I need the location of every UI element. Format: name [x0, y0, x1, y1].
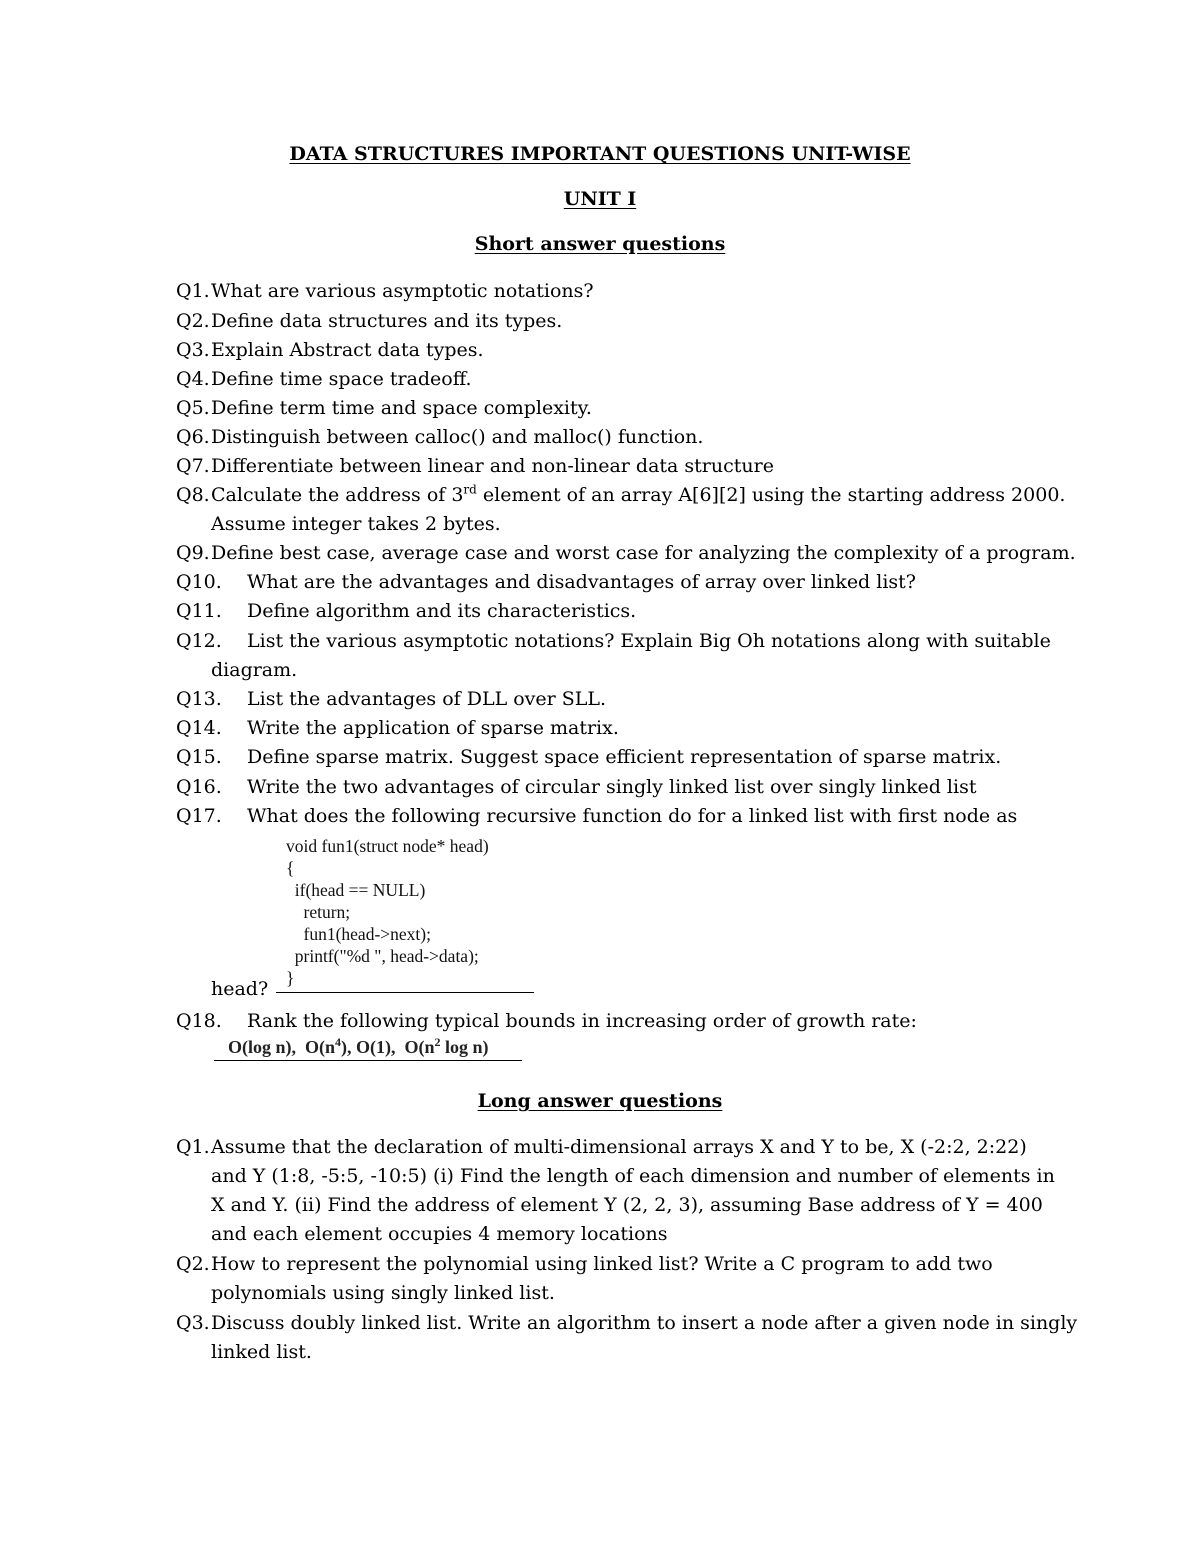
question-text: What does the following recursive function do for a linked list with first node as [247, 805, 1018, 827]
question-number: Q5. [176, 397, 210, 419]
question-text: Define algorithm and its characteristics. [247, 600, 637, 622]
question-number: Q13. [176, 688, 222, 710]
question-text: diagram. [211, 659, 298, 681]
question-number: Q15. [176, 746, 222, 768]
question-text: Define time space tradeoff. [211, 368, 472, 390]
question-text: List the various asymptotic notations? Explain Big Oh notations along with suitable [247, 630, 1051, 652]
question-text: polynomials using singly linked list. [211, 1282, 555, 1304]
question-text: Discuss doubly linked list. Write an algorithm to insert a node after a given node in singly [211, 1312, 1078, 1334]
question-number: Q9. [176, 542, 210, 564]
question-number: Q14. [176, 717, 222, 739]
question-number: Q3. [176, 339, 210, 361]
question-text: Explain Abstract data types. [211, 339, 484, 361]
question-text: Write the application of sparse matrix. [247, 717, 619, 739]
code-line: fun1(head->next); [286, 924, 431, 944]
unit-heading: UNIT I [563, 188, 637, 210]
question-number: Q1. [176, 280, 210, 302]
bound-item: O(n [404, 1037, 435, 1057]
short-answer-heading: Short answer questions [474, 233, 726, 255]
question-text: and each element occupies 4 memory locations [211, 1223, 668, 1245]
growth-bounds [228, 1037, 489, 1058]
bound-item: ), O(1), [341, 1037, 396, 1057]
question-text: How to represent the polynomial using linked list? Write a C program to add two [211, 1253, 993, 1275]
question-text: Define sparse matrix. Suggest space efficient representation of sparse matrix. [247, 746, 1002, 768]
question-text: What are various asymptotic notations? [211, 280, 594, 302]
code-line: if(head == NULL) [286, 880, 426, 900]
bound-item: O(n [305, 1037, 336, 1057]
question-number: Q12. [176, 630, 222, 652]
question-number: Q2. [176, 310, 210, 332]
question-text-part: Calculate the address of 3 [211, 484, 464, 506]
question-text: Define best case, average case and worst case for analyzing the complexity of a program. [211, 542, 1076, 564]
ordinal-suffix: rd [463, 482, 477, 497]
question-number: Q4. [176, 368, 210, 390]
question-text: Distinguish between calloc() and malloc() function. [211, 426, 704, 448]
question-text: Rank the following typical bounds in increasing order of growth rate: [247, 1010, 917, 1032]
question-number: Q17. [176, 805, 222, 827]
document-title: DATA STRUCTURES IMPORTANT QUESTIONS UNIT-WISE [289, 143, 911, 165]
question-text: linked list. [211, 1341, 312, 1363]
long-answer-heading: Long answer questions [477, 1090, 723, 1112]
bound-item: O(log n), [228, 1037, 297, 1057]
question-text: Define data structures and its types. [211, 310, 563, 332]
code-line: printf("%d ", head->data); [286, 946, 479, 966]
question-number: Q2. [176, 1253, 210, 1275]
question-number: Q11. [176, 600, 222, 622]
question-number: Q18. [176, 1010, 222, 1032]
question-number: Q8. [176, 484, 210, 506]
question-number: Q7. [176, 455, 210, 477]
question-text [211, 483, 1065, 507]
question-text: and Y (1:8, -5:5, -10:5) (i) Find the length of each dimension and number of elements in [211, 1165, 1055, 1187]
bound-exponent: 4 [335, 1035, 342, 1049]
question-text: Differentiate between linear and non-linear data structure [211, 455, 774, 477]
bound-exponent: 2 [434, 1035, 441, 1049]
question-text: head? [211, 978, 269, 1000]
question-text: Assume that the declaration of multi-dimensional arrays X and Y to be, X (-2:2, 2:22) [211, 1136, 1027, 1158]
code-line: void fun1(struct node* head) [286, 836, 489, 856]
code-snippet [286, 835, 489, 989]
bound-item: log n) [440, 1037, 489, 1057]
question-text-part: element of an array A[6][2] using the starting address 2000. [482, 484, 1066, 506]
question-text: What are the advantages and disadvantages of array over linked list? [247, 571, 916, 593]
question-number: Q16. [176, 776, 222, 798]
divider [276, 992, 534, 993]
question-text: Write the two advantages of circular singly linked list over singly linked list [247, 776, 977, 798]
code-line: } [286, 968, 295, 988]
code-line: return; [286, 902, 351, 922]
question-number: Q1. [176, 1136, 210, 1158]
question-text: Assume integer takes 2 bytes. [211, 513, 501, 535]
question-number: Q3. [176, 1312, 210, 1334]
code-line: { [286, 858, 295, 878]
question-number: Q10. [176, 571, 222, 593]
divider [214, 1060, 522, 1061]
question-text: List the advantages of DLL over SLL. [247, 688, 607, 710]
question-text: Define term time and space complexity. [211, 397, 592, 419]
question-text: X and Y. (ii) Find the address of element Y (2, 2, 3), assuming Base address of Y = 400 [211, 1194, 1043, 1216]
question-number: Q6. [176, 426, 210, 448]
